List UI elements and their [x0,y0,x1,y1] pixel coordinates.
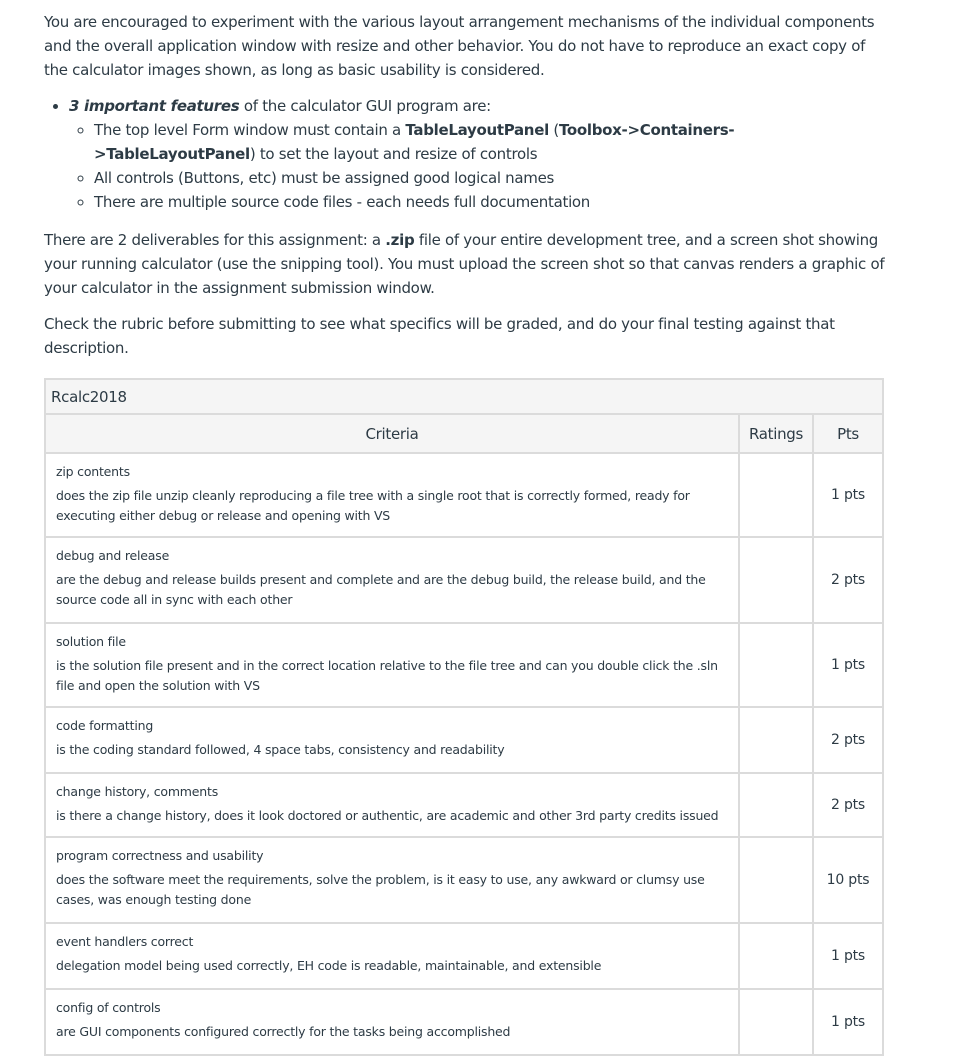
points-cell: 1 pts [813,989,883,1055]
criterion-cell [45,707,739,773]
criterion-title: code formatting [56,718,154,733]
points-cell: 2 pts [813,537,883,623]
feature-bold-term: TableLayoutPanel [405,121,549,139]
feature-tablelayoutpanel [94,118,889,166]
assignment-description [44,10,889,360]
points-cell: 10 pts [813,837,883,923]
criterion-description: are the debug and release builds present and complete and are the debug build, the release build, and the source code all in sync with each other [56,572,706,607]
pts-header: Pts [813,414,883,453]
rubric-table [44,378,884,1056]
rubric-row [45,837,883,923]
criterion-cell [45,773,739,837]
points-cell: 1 pts [813,923,883,989]
criterion-description: does the zip file unzip cleanly reproducing a file tree with a single root that is correctly formed, ready for executing either debug or release and opening with VS [56,488,690,523]
features-list [44,94,889,214]
rubric-row [45,623,883,707]
criteria-header: Criteria [45,414,739,453]
deliverables-paragraph [44,228,889,300]
ratings-cell [739,453,813,537]
feature-bold-path: Toolbox->Containers->TableLayoutPanel [94,121,735,163]
feature-documentation: ◦ There are multiple source code files - each needs full documentation [94,190,889,214]
feature-text: ) to set the layout and resize of controls [249,145,538,163]
feature-text: ( [548,121,559,139]
criterion-title: config of controls [56,1000,161,1015]
ratings-cell [739,989,813,1055]
rubric-row [45,773,883,837]
features-rest: of the calculator GUI program are: [239,97,491,115]
deliverables-text: file of your entire development tree, and a screen shot showing your running calculator (use the snipping tool). You must upload the screen shot so that canvas renders a graphic of your calculator in the assignment submission window. [44,231,885,297]
criterion-title: program correctness and usability [56,848,264,863]
criterion-cell [45,623,739,707]
criterion-description: delegation model being used correctly, EH code is readable, maintainable, and extensible [56,958,602,973]
criterion-title: zip contents [56,464,130,479]
rubric-row [45,923,883,989]
ratings-header: Ratings [739,414,813,453]
points-cell: 1 pts [813,453,883,537]
criterion-cell [45,989,739,1055]
criterion-title: solution file [56,634,126,649]
intro-paragraph: You are encouraged to experiment with the various layout arrangement mechanisms of the individual components and the overall application window with resize and other behavior. You do not have to reproduce an exact copy of the calculator images shown, as long as basic usability is considered. [44,13,875,79]
rubric-row [45,989,883,1055]
ratings-cell [739,537,813,623]
points-cell: 2 pts [813,773,883,837]
ratings-cell [739,623,813,707]
deliverables-text: There are 2 deliverables for this assignment: a [44,231,386,249]
feature-text: The top level Form window must contain a [94,121,406,139]
ratings-cell [739,773,813,837]
rubric-row [45,453,883,537]
feature-logical-names: ◦ All controls (Buttons, etc) must be assigned good logical names [94,166,889,190]
rubric-row [45,707,883,773]
criterion-title: change history, comments [56,784,219,799]
criterion-title: debug and release [56,548,170,563]
criterion-description: is the coding standard followed, 4 space tabs, consistency and readability [56,742,505,757]
criterion-title: event handlers correct [56,934,194,949]
ratings-cell [739,837,813,923]
points-cell: 1 pts [813,623,883,707]
rubric-row [45,537,883,623]
criterion-cell [45,837,739,923]
rubric-note-paragraph: Check the rubric before submitting to see what specifics will be graded, and do your final testing against that description. [44,315,835,357]
criterion-description: is there a change history, does it look doctored or authentic, are academic and other 3rd party credits issued [56,808,719,823]
criterion-cell [45,537,739,623]
features-item [69,94,889,214]
ratings-cell [739,707,813,773]
criterion-cell [45,453,739,537]
rubric-caption: Rcalc2018 [45,379,883,414]
criterion-description: is the solution file present and in the correct location relative to the file tree and can you double click the .sln file and open the solution with VS [56,658,718,693]
zip-term: .zip [385,231,415,249]
points-cell: 2 pts [813,707,883,773]
criterion-description: does the software meet the requirements, solve the problem, is it easy to use, any awkward or clumsy use cases, was enough testing done [56,872,705,907]
criterion-description: are GUI components configured correctly for the tasks being accomplished [56,1024,511,1039]
features-sublist [69,118,889,214]
criterion-cell [45,923,739,989]
features-lead: 3 important features [69,97,240,115]
ratings-cell [739,923,813,989]
